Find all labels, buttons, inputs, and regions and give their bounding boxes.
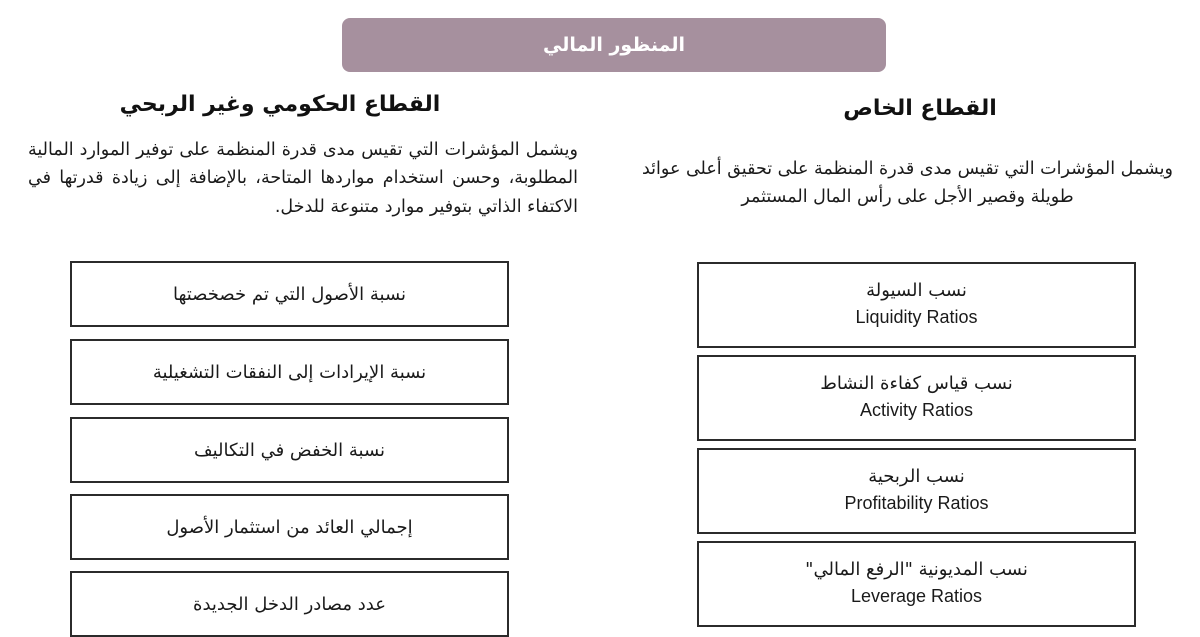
- government-indicator-label: نسبة الأصول التي تم خصخصتها: [172, 283, 407, 305]
- private-ratio-box: [697, 262, 1136, 348]
- government-indicator-box: [70, 339, 509, 405]
- government-sector-title: القطاع الحكومي وغير الربحي: [119, 92, 441, 117]
- private-sector-title: القطاع الخاص: [843, 96, 997, 121]
- private-ratio-arabic-label: نسب قياس كفاءة النشاط: [820, 373, 1013, 394]
- private-ratio-arabic-label: نسب السيولة: [866, 280, 967, 301]
- private-ratio-box: [697, 541, 1136, 627]
- private-ratio-box: [697, 355, 1136, 441]
- private-ratio-arabic-label: نسب الربحية: [868, 466, 965, 487]
- government-indicator-label: عدد مصادر الدخل الجديدة: [193, 593, 386, 615]
- private-ratio-english-label: Profitability Ratios: [844, 493, 989, 514]
- private-ratio-english-label: Leverage Ratios: [850, 586, 983, 607]
- header-banner: [342, 18, 886, 72]
- government-indicator-label: نسبة الخفض في التكاليف: [193, 439, 386, 461]
- government-indicator-box: [70, 417, 509, 483]
- private-ratio-arabic-label: نسب المديونية "الرفع المالي": [805, 559, 1028, 580]
- government-sector-description: ويشمل المؤشرات التي تقيس مدى قدرة المنظمة على توفير الموارد المالية المطلوبة، وحسن استخدام مواردها المتاحة، بالإضافة إلى زيادة قدرتها في الاكتفاء الذاتي بتوفير موارد متنوعة للدخل.: [28, 140, 578, 217]
- government-indicator-box: [70, 571, 509, 637]
- private-ratio-english-label: Activity Ratios: [859, 400, 974, 421]
- government-indicator-box: [70, 494, 509, 560]
- government-indicator-label: إجمالي العائد من استثمار الأصول: [166, 516, 413, 538]
- private-ratio-box: [697, 448, 1136, 534]
- private-sector-description: ويشمل المؤشرات التي تقيس مدى قدرة المنظمة على تحقيق أعلى عوائد طويلة وقصير الأجل على رأس المال المستثمر: [642, 159, 1173, 208]
- private-ratio-english-label: Liquidity Ratios: [855, 307, 978, 328]
- government-indicator-box: [70, 261, 509, 327]
- government-indicator-label: نسبة الإيرادات إلى النفقات التشغيلية: [152, 361, 427, 383]
- header-title: المنظور المالي: [543, 34, 685, 56]
